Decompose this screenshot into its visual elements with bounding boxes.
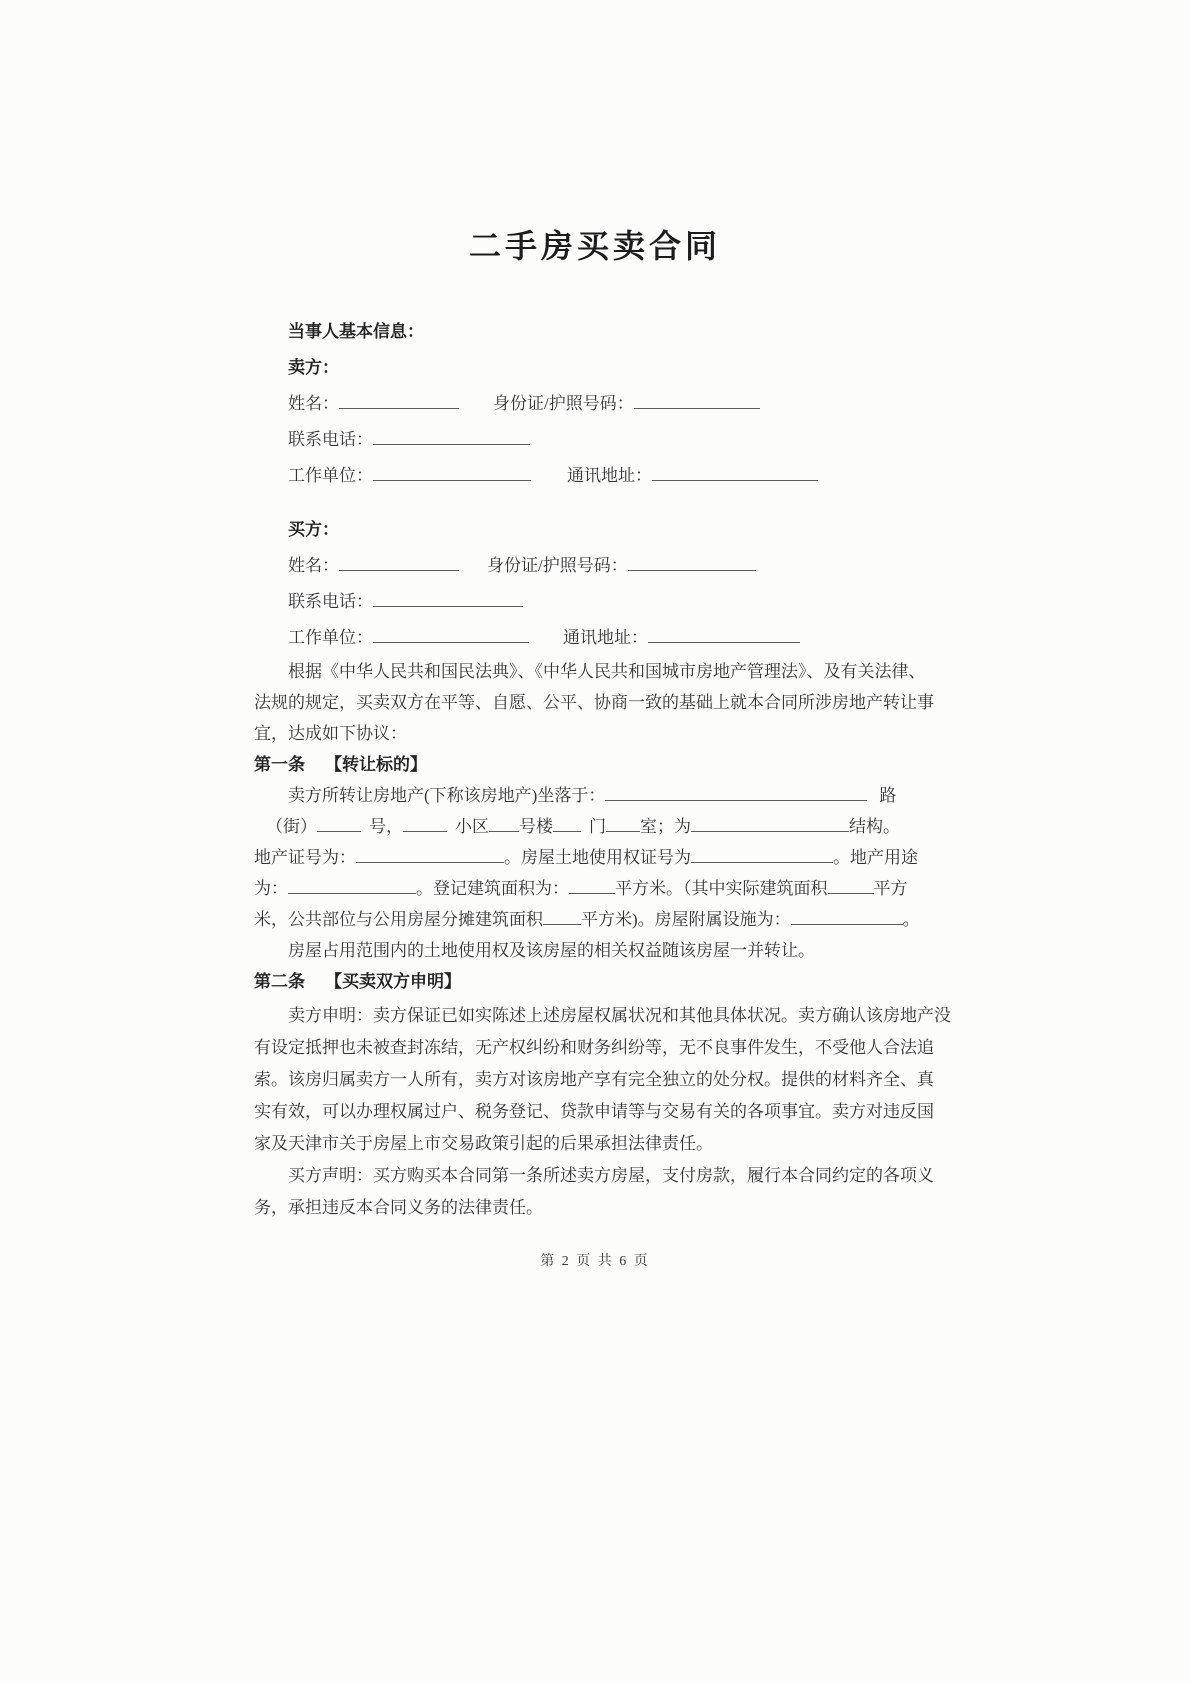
text-run: 买方声明：买方购买本合同第一条所述卖方房屋，支付房款，履行本合同约定的各项义 (288, 1166, 934, 1185)
blank-field (317, 818, 361, 832)
preamble-line-2 (254, 687, 936, 718)
text-run: 工作单位： (288, 466, 373, 485)
buyer-statement-line-1 (254, 1160, 936, 1192)
blank-field (288, 880, 416, 894)
preamble-line-3 (254, 718, 936, 749)
article1-line-1 (254, 780, 936, 811)
text-run: 房屋占用范围内的土地使用权及该房屋的相关权益随该房屋一并转让。 (288, 941, 815, 960)
seller-statement-line-5 (254, 1128, 936, 1160)
blank-field (828, 880, 874, 894)
seller-statement-line-1 (254, 1000, 951, 1032)
seller-heading (254, 350, 936, 386)
text-run: 有设定抵押也未被查封冻结，无产权纠纷和财务纠纷等，无不良事件发生，不受他人合法追 (254, 1038, 934, 1057)
blank-field (373, 593, 523, 607)
text-run: 【转让标的】 (325, 755, 427, 774)
text-run: 买方： (288, 520, 339, 539)
spacer (447, 831, 455, 832)
blank-field (791, 911, 903, 925)
preamble-line-1 (254, 656, 936, 687)
text-run: 身份证/护照号码： (493, 394, 634, 413)
blank-field (543, 911, 581, 925)
blank-field (606, 818, 640, 832)
blank-field (339, 395, 459, 409)
text-run: 工作单位： (288, 628, 373, 647)
document-content (254, 0, 951, 1270)
text-run: 结构。 (849, 817, 900, 836)
blank-field (648, 629, 800, 643)
text-run: 地产证号为： (254, 848, 356, 867)
text-run: 法规的规定，买卖双方在平等、自愿、公平、协商一致的基础上就本合同所涉房地产转让事 (254, 693, 934, 712)
blank-field (553, 818, 581, 832)
text-run: 实有效，可以办理权属过户、税务登记、贷款申请等与交易有关的各项事宜。卖方对违反国 (254, 1102, 934, 1121)
spacer (459, 408, 493, 409)
seller-name-id-row (254, 386, 936, 422)
text-run: （街） (266, 817, 317, 836)
blank-field (373, 467, 531, 481)
buyer-heading (254, 512, 936, 548)
spacer (531, 480, 567, 481)
article1-heading (254, 749, 936, 780)
text-run: 第二条 (254, 972, 305, 991)
spacer (459, 570, 487, 571)
buyer-phone-row (254, 584, 936, 620)
blank-field (373, 431, 530, 445)
text-run: 。房屋土地使用权证号为 (504, 848, 691, 867)
blank-field (605, 787, 867, 801)
text-run: 。地产用途 (833, 848, 918, 867)
blank-field (489, 818, 519, 832)
blank-field (356, 849, 504, 863)
document-title: 二手房买卖合同 (468, 228, 721, 264)
text-run: 联系电话： (288, 592, 373, 611)
text-run: 根据《中华人民共和国民法典》、《中华人民共和国城市房地产管理法》、及有关法律、 (288, 662, 926, 681)
blank-field (634, 395, 760, 409)
text-run: 米，公共部位与公用房屋分摊建筑面积 (254, 910, 543, 929)
text-run: 小区 (455, 817, 489, 836)
text-run: 。 (902, 910, 920, 929)
text-run: 门 (589, 817, 606, 836)
blank-field (569, 880, 615, 894)
text-run: 卖方申明：卖方保证已如实陈述上述房屋权属状况和其他具体状况。卖方确认该房地产没 (288, 1006, 951, 1025)
text-run: 通讯地址： (563, 628, 648, 647)
text-run: 家及天津市关于房屋上市交易政策引起的后果承担法律责任。 (254, 1134, 713, 1153)
article1-line-3 (254, 842, 936, 873)
document-lines (254, 314, 951, 1224)
text-run: 身份证/护照号码： (487, 556, 628, 575)
buyer-employer-address-row (254, 620, 936, 656)
spacer (361, 831, 369, 832)
seller-employer-address-row (254, 458, 936, 494)
text-run: 当事人基本信息： (288, 322, 424, 341)
text-run: 务，承担违反本合同义务的法律责任。 (254, 1198, 543, 1217)
blank-field (339, 557, 459, 571)
seller-statement-line-2 (254, 1032, 936, 1064)
text-run: 第一条 (254, 755, 305, 774)
spacer (581, 831, 589, 832)
spacer (305, 986, 325, 987)
parties-heading (254, 314, 936, 350)
text-run: 宜，达成如下协议： (254, 724, 407, 743)
text-run: 联系电话： (288, 430, 373, 449)
blank-field (628, 557, 756, 571)
buyer-statement-line-2 (254, 1192, 936, 1224)
blank-field (403, 818, 447, 832)
text-run: 平方米。（其中实际建筑面积 (615, 879, 828, 898)
spacer (529, 642, 563, 643)
text-run: 通讯地址： (567, 466, 652, 485)
text-run: 。登记建筑面积为： (416, 879, 569, 898)
text-run: 【买卖双方申明】 (325, 972, 461, 991)
article1-line-2 (254, 811, 936, 842)
text-run: 路 (879, 786, 897, 805)
text-run: 姓名： (288, 394, 339, 413)
seller-statement-line-4 (254, 1096, 936, 1128)
seller-phone-row (254, 422, 936, 458)
text-run: 姓名： (288, 556, 339, 575)
text-run: 号， (369, 817, 403, 836)
article1-line-6 (254, 935, 936, 966)
text-run: 室；为 (640, 817, 691, 836)
blank-field (373, 629, 529, 643)
text-run: 卖方： (288, 358, 339, 377)
seller-statement-line-3 (254, 1064, 936, 1096)
spacer (305, 769, 325, 770)
text-run: 号楼 (519, 817, 553, 836)
blank-field (691, 849, 833, 863)
article1-line-4 (254, 873, 936, 904)
text-run: 卖方所转让房地产(下称该房地产)坐落于： (288, 786, 606, 805)
buyer-name-id-row (254, 548, 936, 584)
text-run: 平方米)。房屋附属设施为： (581, 910, 791, 929)
article1-line-5 (254, 904, 936, 935)
text-run: 索。该房归属卖方一人所有，卖方对该房地产享有完全独立的处分权。提供的材料齐全、真 (254, 1070, 934, 1089)
spacer (867, 800, 879, 801)
text-run: 为： (254, 879, 288, 898)
blank-field (691, 818, 849, 832)
text-run: 平方 (873, 879, 908, 898)
article2-heading (254, 966, 936, 997)
page-number-footer: 第 2 页 共 6 页 (540, 1254, 650, 1269)
blank-field (652, 467, 818, 481)
